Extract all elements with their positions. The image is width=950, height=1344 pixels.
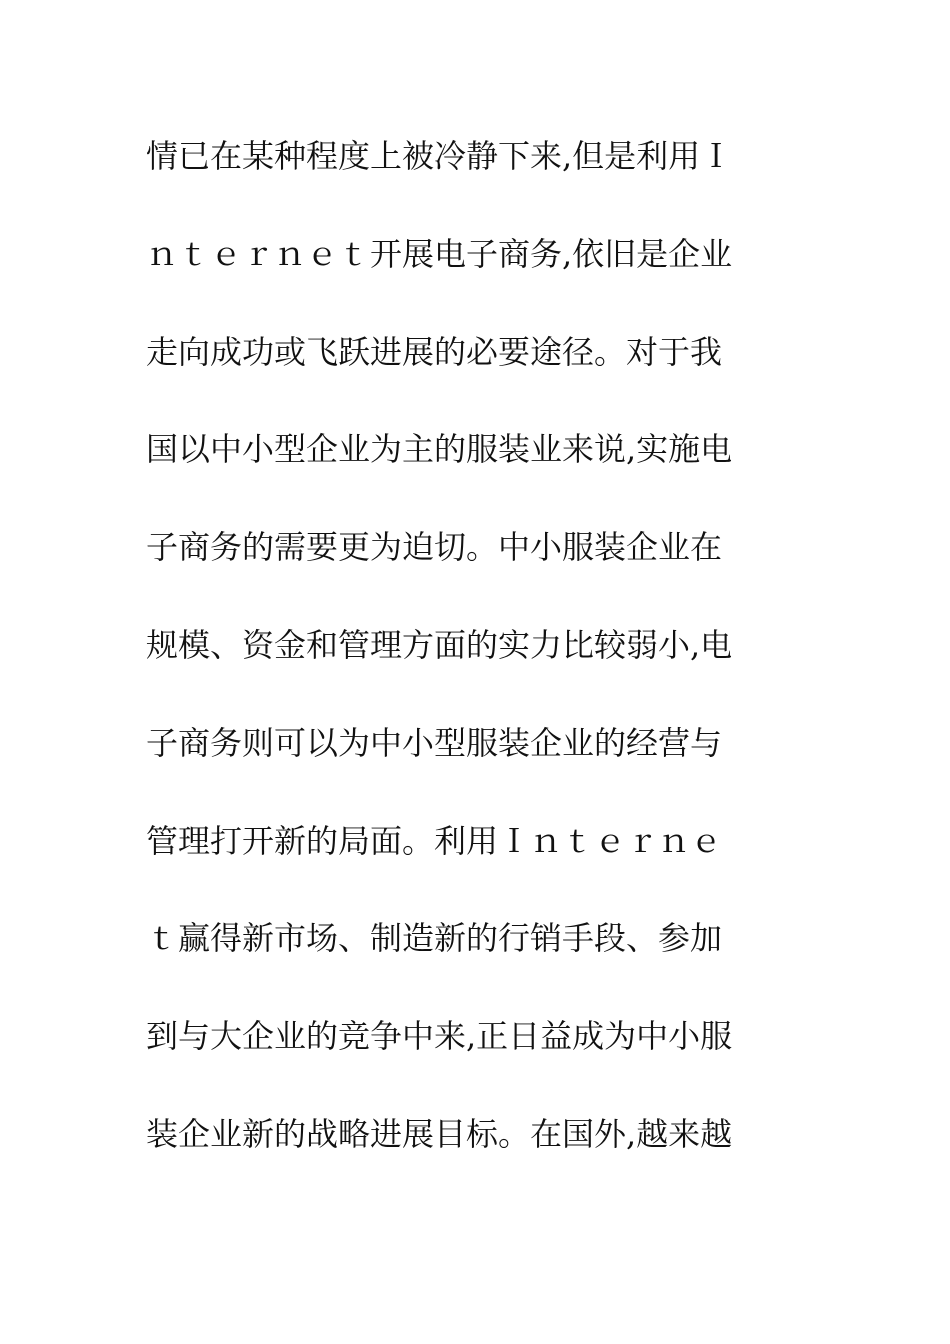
text-line: 情已在某种程度上被冷静下来,但是利用Ｉ	[146, 137, 733, 175]
text-line: 装企业新的战略进展目标。在国外,越来越	[146, 1114, 733, 1153]
text-line: 国以中小型企业为主的服装业来说,实施电	[146, 430, 733, 469]
text-line: 子商务则可以为中小型服装企业的经营与	[146, 723, 723, 762]
text-line: 子商务的需要更为迫切。中小服装企业在	[146, 528, 723, 567]
text-line: 管理打开新的局面。利用Ｉｎｔｅｒｎｅ	[146, 821, 723, 860]
text-line: ｔ赢得新市场、制造新的行销手段、参加	[146, 919, 723, 958]
text-line: ｎｔｅｒｎｅｔ开展电子商务,依旧是企业	[146, 234, 733, 273]
text-line: 到与大企业的竞争中来,正日益成为中小服	[146, 1017, 733, 1056]
body-text	[146, 131, 806, 1207]
text-line: 规模、资金和管理方面的实力比较弱小,电	[146, 625, 733, 664]
text-line: 走向成功或飞跃进展的必要途径。对于我	[146, 332, 723, 371]
